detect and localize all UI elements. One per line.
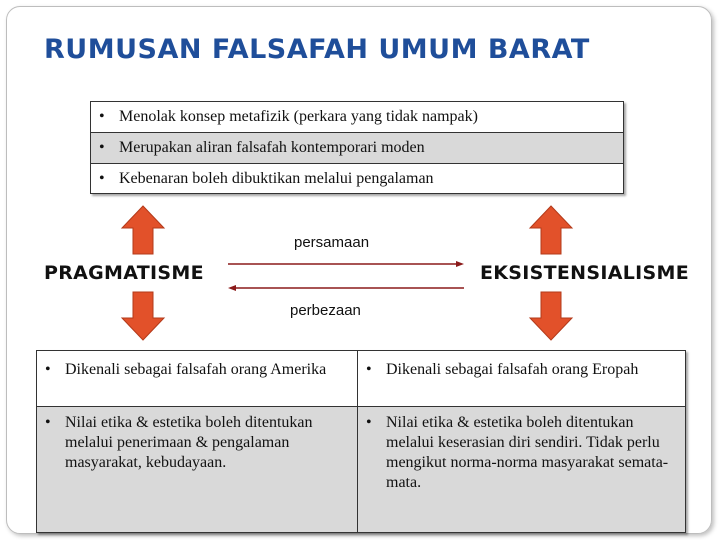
down-arrow-icon-left: [120, 290, 166, 342]
pragmatisme-origin-text: Dikenali sebagai falsafah orang Amerika: [65, 361, 327, 378]
similarity-item: [91, 102, 623, 132]
arrowhead-right-icon: [456, 261, 464, 267]
bullet: •: [366, 361, 372, 378]
similarity-item: [91, 132, 623, 164]
bullet: •: [45, 361, 51, 378]
relation-label-perbezaan: perbezaan: [290, 302, 361, 319]
eksistensialisme-origin-cell: [358, 351, 685, 407]
eksistensialisme-heading: EKSISTENSIALISME: [480, 262, 689, 284]
relation-label-persamaan: persamaan: [294, 234, 370, 251]
similarity-text: Menolak konsep metafizik (perkara yang tidak nampak): [119, 108, 478, 125]
similarity-item: [91, 164, 623, 194]
up-arrow-icon-right: [528, 204, 574, 256]
pragmatisme-ethics-text: Nilai etika & estetika boleh ditentukan melalui penerimaan & pengalaman masyarakat, kebudayaan.: [65, 414, 313, 471]
bullet: •: [99, 108, 105, 125]
pragmatisme-ethics-cell: [37, 407, 358, 532]
pragmatisme-origin-cell: [37, 351, 358, 407]
eksistensialisme-origin-text: Dikenali sebagai falsafah orang Eropah: [386, 361, 639, 378]
relation-connector: [224, 258, 468, 294]
differences-table: [36, 350, 686, 533]
eksistensialisme-ethics-cell: [358, 407, 685, 532]
similarity-text: Merupakan aliran falsafah kontemporari moden: [119, 139, 425, 156]
down-arrow-icon-right: [528, 290, 574, 342]
bullet: •: [45, 414, 51, 431]
page-title: RUMUSAN FALSAFAH UMUM BARAT: [44, 34, 590, 65]
arrowhead-left-icon: [228, 285, 236, 291]
bullet: •: [99, 170, 105, 187]
pragmatisme-heading: PRAGMATISME: [44, 262, 204, 284]
similarity-text: Kebenaran boleh dibuktikan melalui pengalaman: [119, 170, 434, 187]
bullet: •: [99, 139, 105, 156]
bullet: •: [366, 414, 372, 431]
similarities-box: [90, 101, 624, 194]
up-arrow-icon-left: [120, 204, 166, 256]
eksistensialisme-ethics-text: Nilai etika & estetika boleh ditentukan melalui keserasian diri sendiri. Tidak perlu mengikut norma-norma masyarakat semata-mata.: [386, 414, 669, 491]
